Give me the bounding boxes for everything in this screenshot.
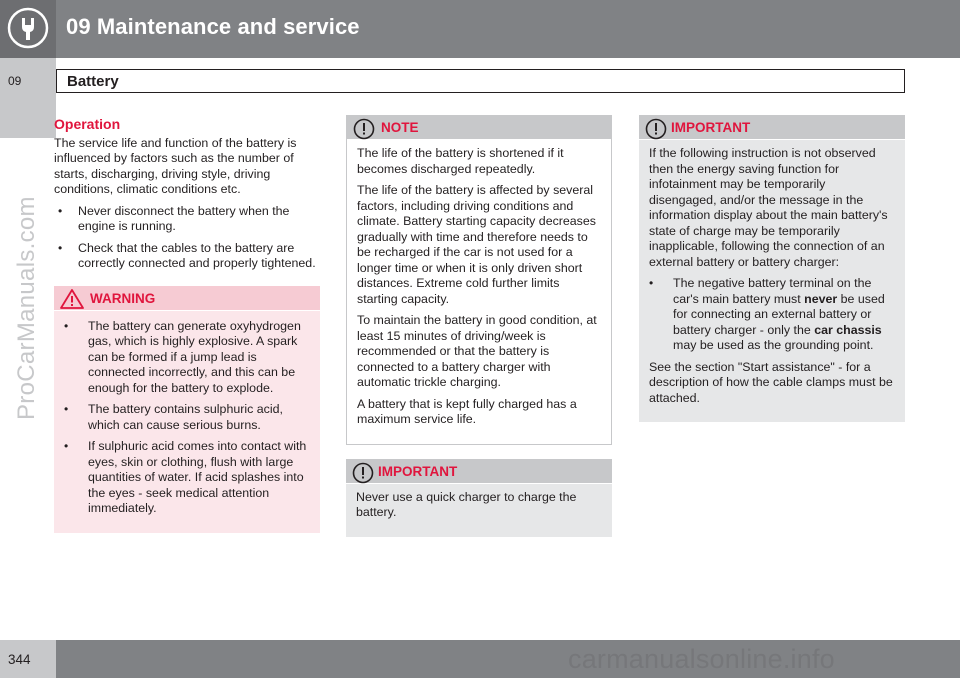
footer-watermark: carmanualsonline.info [568, 644, 835, 674]
bullet-dot: • [64, 402, 69, 416]
note-header [347, 115, 611, 140]
warning-body [54, 311, 320, 525]
important-header [639, 115, 905, 140]
important-body [346, 484, 612, 529]
side-watermark: ProCarManuals.com [13, 196, 40, 420]
wrench-circle-icon [5, 5, 51, 51]
important-energy-saving-box [639, 115, 905, 422]
column-right [639, 115, 905, 422]
important-bullet-list [649, 276, 895, 354]
important-label: IMPORTANT [671, 120, 751, 135]
exclamation-circle-icon [645, 118, 667, 140]
column-left [54, 112, 320, 533]
note-label: NOTE [381, 120, 419, 135]
column-middle [346, 115, 612, 537]
note-paragraph: The life of the battery is shortened if it becomes discharged repeatedly. [357, 146, 564, 176]
exclamation-circle-icon [352, 462, 374, 484]
section-title-bar [56, 69, 905, 93]
chapter-title: 09 Maintenance and service [66, 14, 360, 39]
operation-intro: The service life and function of the battery is influenced by factors such as the number of starts, discharging, driving style, driving conditions, climatic conditions etc. [54, 135, 297, 196]
important-text: Never use a quick charger to charge the battery. [356, 489, 577, 519]
important-body [639, 140, 905, 414]
list-item: • The battery contains sulphuric acid, which can cause serious burns. [64, 402, 283, 432]
list-item: • The negative battery terminal on the car's main battery must never be used for connecting an external battery or battery charger - only the car chassis may be used as the grounding point. [649, 276, 885, 352]
warning-label: WARNING [90, 290, 156, 306]
important-quick-charger-box [346, 459, 612, 537]
warning-box [54, 286, 320, 533]
list-item: • The battery can generate oxyhydrogen gas, which is highly explosive. A spark can be formed if a jump lead is connected incorrectly, and this can be enough for the battery to explode. [64, 318, 301, 395]
bullet-dot: • [64, 318, 69, 333]
note-body [347, 140, 611, 436]
operation-bullet-list [54, 204, 320, 272]
chapter-side-tab [0, 58, 56, 138]
list-item: • If sulphuric acid comes into contact with eyes, skin or clothing, flush with large quantities of water. If acid splashes into the eyes - seek medical attention immediately. [64, 439, 307, 515]
important-outro: See the section "Start assistance" - for a description of how the cable clamps must be attached. [649, 359, 893, 405]
section-title: Battery [67, 73, 119, 90]
note-paragraph: A battery that is kept fully charged has a maximum service life. [357, 396, 577, 426]
warning-bullet-list [64, 319, 310, 517]
bullet-dot: • [58, 203, 63, 218]
page-number: 344 [8, 652, 31, 667]
operation-heading: Operation [54, 116, 121, 132]
important-intro: If the following instruction is not observed then the energy saving function for infotainment may be temporarily disengaged, and/or the message in the information display about the main battery's state of charge may be temporarily inapplicable, following the connection of an external battery or battery charger: [649, 146, 888, 269]
chapter-tab-label: 09 [8, 74, 22, 88]
note-box [346, 115, 612, 445]
chapter-icon-tile [0, 0, 56, 58]
info-circle-icon [353, 118, 375, 140]
bullet-dot: • [64, 439, 69, 453]
list-item: • Check that the cables to the battery are correctly connected and properly tightened. [58, 240, 316, 270]
important-header [346, 459, 612, 484]
list-item: • Never disconnect the battery when the engine is running. [58, 203, 290, 233]
warning-header [54, 286, 320, 311]
bullet-dot: • [649, 276, 654, 290]
note-paragraph: The life of the battery is affected by several factors, including driving conditions and climate. Battery starting capacity decreases gradually with time and therefore needs to be recharged if the car is not used for a longer time or when it is only driven short distances. Extreme cold further limits starting capacity. [357, 183, 596, 306]
note-paragraph: To maintain the battery in good condition, at least 15 minutes of driving/week is recommended or that the battery is connected to a battery charger with automatic trickle charging. [357, 313, 597, 389]
important-label: IMPORTANT [378, 463, 458, 479]
warning-triangle-icon [60, 289, 84, 309]
bullet-dot: • [58, 240, 63, 255]
